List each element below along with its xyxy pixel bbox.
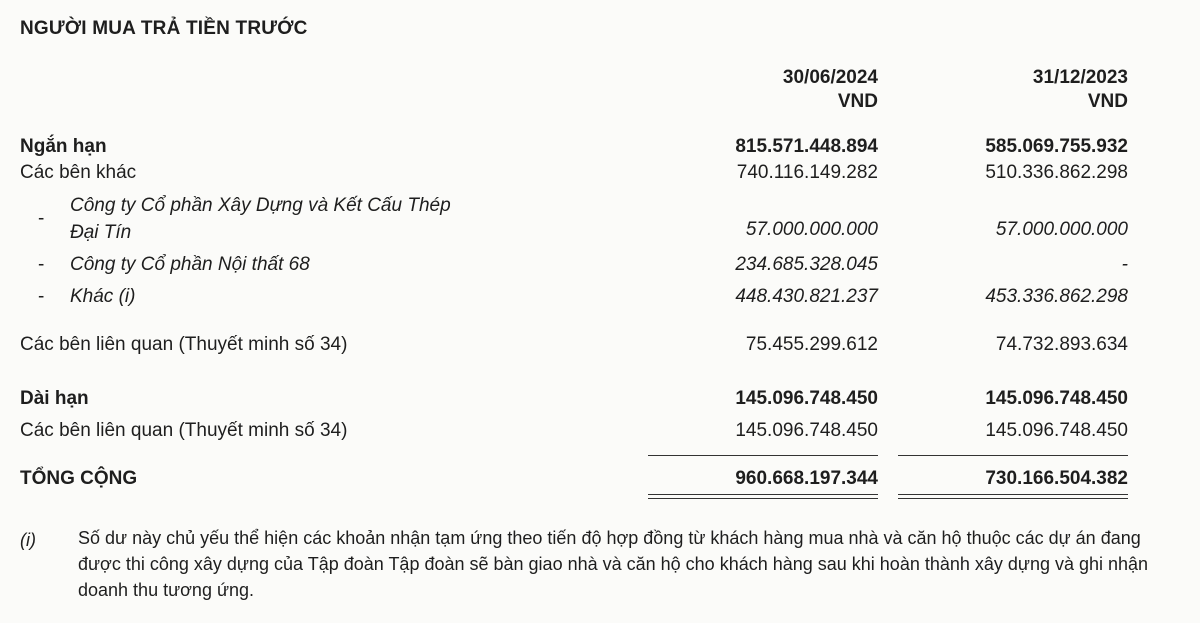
value-2024: 145.096.748.450 [735,420,878,441]
value-2024: 960.668.197.344 [735,468,878,489]
row-label: Công ty Cổ phần Nội thất 68 [70,254,310,275]
row-label: Các bên khác [20,162,137,183]
value-2024: 740.116.149.282 [736,162,878,183]
value-2024: 75.455.299.612 [745,334,878,355]
value-2024: 815.571.448.894 [735,136,878,157]
bullet-dash: - [38,208,45,229]
column-unit: VND [1087,91,1128,112]
section-title: NGƯỜI MUA TRẢ TIỀN TRƯỚC [20,18,308,39]
value-2023: 145.096.748.450 [985,420,1128,441]
value-2024: 57.000.000.000 [745,219,878,240]
row-label: TỔNG CỘNG [20,468,138,489]
column-date: 31/12/2023 [1032,67,1128,88]
table-row-total [0,466,1200,492]
table-row-related-short [0,332,1200,358]
value-2023: 585.069.755.932 [985,136,1128,157]
table-row-dai-tin [0,193,1200,249]
value-2023: 57.000.000.000 [995,219,1128,240]
row-label: Dài hạn [20,388,89,409]
total-double-rule [898,494,1128,499]
value-2023: 510.336.862.298 [985,162,1128,183]
value-2023: 730.166.504.382 [985,468,1128,489]
table-row-other-i [0,284,1200,310]
value-2023: - [1121,254,1128,275]
column-header-2024 [618,66,878,114]
column-unit: VND [837,91,878,112]
row-label: Các bên liên quan (Thuyết minh số 34) [20,334,348,355]
subtotal-rule [898,455,1128,456]
table-row-noi-that-68 [0,252,1200,278]
column-date: 30/06/2024 [782,67,878,88]
value-2024: 234.685.328.045 [735,254,878,275]
row-label-line2: Đại Tín [70,222,132,243]
table-row-short-term [0,134,1200,160]
value-2023: 74.732.893.634 [995,334,1128,355]
row-label: Các bên liên quan (Thuyết minh số 34) [20,420,348,441]
row-label: Ngắn hạn [20,136,107,157]
value-2024: 145.096.748.450 [735,388,878,409]
table-row-other-parties [0,160,1200,186]
bullet-dash: - [38,286,45,307]
row-label: Khác (i) [70,286,136,307]
table-row-long-term [0,386,1200,412]
value-2023: 453.336.862.298 [985,286,1128,307]
table-row-related-long [0,418,1200,444]
value-2024: 448.430.821.237 [735,286,878,307]
footnote-text: Số dư này chủ yếu thể hiện các khoản nhận tạm ứng theo tiến độ hợp đồng từ khách hàng mua nhà và căn hộ thuộc các dự án đang được thi công xây dựng của Tập đoàn Tập đoàn sẽ bàn giao nhà và căn hộ cho khách hàng sau khi hoàn thành xây dựng và ghi nhận doanh thu tương ứng. [78,528,1149,600]
total-double-rule [648,494,878,499]
footnote-marker: (i) [20,530,36,550]
value-2023: 145.096.748.450 [985,388,1128,409]
column-header-2023 [868,66,1128,114]
bullet-dash: - [38,254,45,275]
subtotal-rule [648,455,878,456]
row-label-line1: Công ty Cổ phần Xây Dựng và Kết Cấu Thép [70,195,451,216]
